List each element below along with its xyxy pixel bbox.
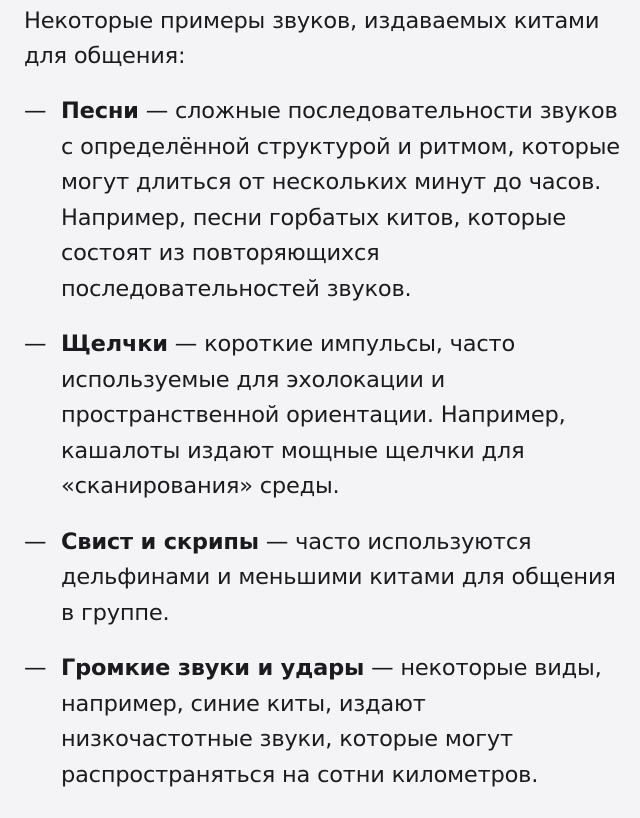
dash-bullet: — [24,98,47,124]
sound-list [24,94,624,793]
term-songs: Песни [61,98,139,124]
dash-bullet: — [24,331,47,357]
description-songs: — сложные последовательности звуков с определённой структурой и ритмом, которые могут длиться от нескольких минут до часов. Например, песни горбатых китов, которые состоят из повторяющихся последовательностей звуков. [61,98,620,302]
dash-bullet: — [24,655,47,681]
intro-text: Некоторые примеры звуков, издаваемых китами для общения: [24,8,600,69]
term-loud-sounds: Громкие звуки и удары [61,655,365,681]
list-item-clicks [24,327,624,505]
description-loud-sounds: — некоторые виды, например, синие киты, издают низкочастотные звуки, которые могут распространяться на сотни километров. [61,655,602,788]
dash-bullet: — [24,528,47,555]
description-clicks: — короткие импульсы, часто используемые для эхолокации и пространственной ориентации. Например, кашалоты издают мощные щелчки для «сканирования» среды. [61,331,566,499]
list-item-songs [24,94,624,307]
list-item-whistles [24,525,624,632]
message-content [24,4,624,813]
term-clicks: Щелчки [61,331,168,357]
list-item-loud-sounds [24,651,624,793]
term-whistles: Свист и скрипы [61,528,259,555]
description-whistles: — часто используются дельфинами и меньшими китами для общения в группе. [61,528,616,626]
